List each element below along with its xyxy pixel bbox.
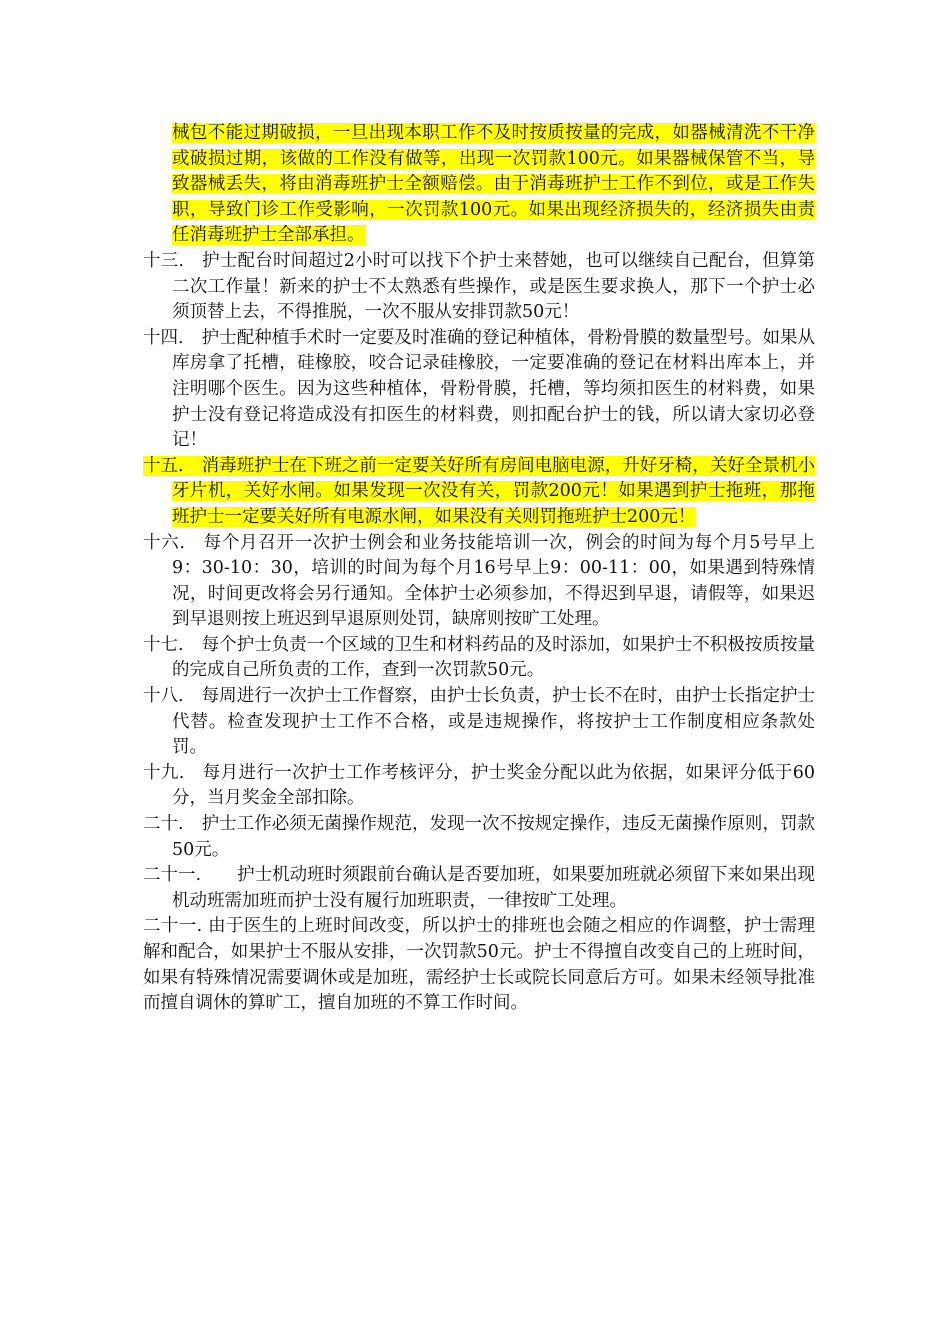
rule-number: 十四. bbox=[143, 327, 184, 348]
rule-number: 十七. bbox=[143, 634, 184, 655]
rule-item-20 bbox=[143, 812, 815, 863]
rule-number: 十九. bbox=[143, 762, 185, 783]
rule-text: 每个护士负责一个区域的卫生和材料药品的及时添加，如果护士不积极按质按量的完成自己所负责的工作，查到一次罚款50元。 bbox=[172, 634, 815, 681]
final-number: 二十一. bbox=[143, 916, 203, 937]
continuation-text: 械包不能过期破损，一旦出现本职工作不及时按质按量的完成，如器械清洗不干净或破损过期，该做的工作没有做等，出现一次罚款100元。如果器械保管不当，导致器械丢失，将由消毒班护士全额赔偿。由于消毒班护士工作不到位，或是工作失职，导致门诊工作受影响，一次罚款100元。如果出现经济损失的，经济损失由责任消毒班护士全部承担。 bbox=[172, 123, 815, 246]
rule-item-13 bbox=[143, 249, 815, 326]
final-text: 由于医生的上班时间改变，所以护士的排班也会随之相应的作调整，护士需理解和配合，如果护士不服从安排，一次罚款50元。护士不得擅自改变自己的上班时间，如果有特殊情况需要调休或是加班，需经护士长或院长同意后方可。如果未经领导批准而擅自调休的算旷工，擅自加班的不算工作时间。 bbox=[143, 916, 815, 1014]
rule-number: 十三. bbox=[143, 250, 184, 271]
rule-item-18 bbox=[143, 684, 815, 761]
rule-text: 护士配台时间超过2小时可以找下个护士来替她，也可以继续自己配台，但算第二次工作量！新来的护士不太熟悉有些操作，或是医生要求换人，那下一个护士必须顶替上去，不得推脱，一次不服从安排罚款50元！ bbox=[172, 250, 815, 323]
rule-item-17 bbox=[143, 633, 815, 684]
rule-item-14 bbox=[143, 326, 815, 454]
rule-number: 二十. bbox=[143, 814, 184, 835]
rule-text: 每月进行一次护士工作考核评分，护士奖金分配以此为依据，如果评分低于60分，当月奖金全部扣除。 bbox=[172, 762, 815, 809]
document-body bbox=[143, 121, 815, 1017]
rule-item-15 bbox=[143, 454, 815, 531]
final-paragraph bbox=[143, 914, 815, 1016]
rule-text: 每周进行一次护士工作督察，由护士长负责，护士长不在时，由护士长指定护士代替。检查发现护士工作不合格，或是违规操作，将按护士工作制度相应条款处罚。 bbox=[172, 686, 815, 758]
rule-text: 护士工作必须无菌操作规范，发现一次不按规定操作，违反无菌操作原则，罚款50元。 bbox=[172, 814, 815, 860]
rule-number: 十八. bbox=[143, 686, 184, 707]
continuation-paragraph bbox=[143, 121, 815, 249]
rule-number: 十五. bbox=[143, 455, 184, 476]
rule-text: 每个月召开一次护士例会和业务技能培训一次，例会的时间为每个月5号早上9：30-10：30，培训的时间为每个月16号早上9：00-11：00，如果遇到特殊情况，时间更改将会另行通知。全体护士必须参加，不得迟到早退，请假等，如果迟到早退则按上班迟到早退原则处罚，缺席则按旷工处理。 bbox=[172, 532, 815, 630]
rule-text: 护士配种植手术时一定要及时准确的登记种植体，骨粉骨膜的数量型号。如果从库房拿了托槽，硅橡胶，咬合记录硅橡胶，一定要准确的登记在材料出库本上，并注明哪个医生。因为这些种植体，骨粉骨膜，托槽，等均须扣医生的材料费，如果护士没有登记将造成没有扣医生的材料费，则扣配台护士的钱，所以请大家切必登记！ bbox=[172, 327, 815, 451]
rule-text: 消毒班护士在下班之前一定要关好所有房间电脑电源，升好牙椅，关好全景机小牙片机，关好水闸。如果发现一次没有关，罚款200元！如果遇到护士拖班，那拖班护士一定要关好所有电源水闸，如果没有关则罚拖班护士200元！ bbox=[172, 455, 815, 527]
rule-number: 十六. bbox=[143, 532, 185, 553]
rule-item-19 bbox=[143, 761, 815, 812]
rule-number: 二十一. bbox=[143, 865, 202, 886]
rule-text: 护士机动班时须跟前台确认是否要加班，如果要加班就必须留下来如果出现机动班需加班而护士没有履行加班职责，一律按旷工处理。 bbox=[172, 865, 815, 911]
rule-item-21 bbox=[143, 863, 815, 914]
rule-item-16 bbox=[143, 531, 815, 633]
